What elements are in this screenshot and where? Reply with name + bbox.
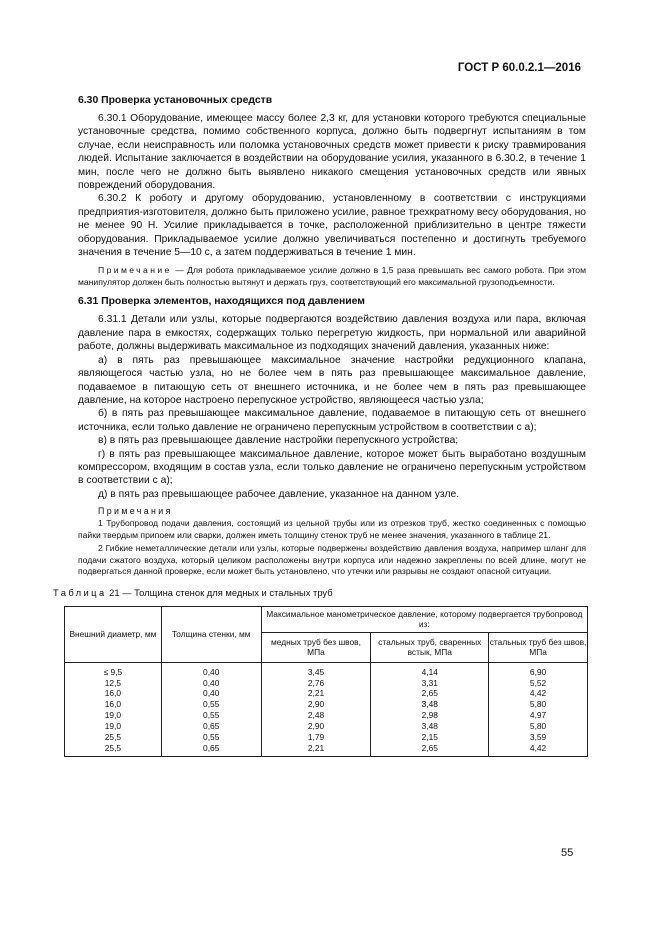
document-body bbox=[53, 95, 587, 757]
note-label: Примечание bbox=[98, 265, 172, 276]
header-max-pressure: Максимальное манометрическое давление, которому подвергается трубопровод из: bbox=[261, 606, 587, 632]
header-steel-seamless: стальных труб без швов, МПа bbox=[489, 632, 588, 662]
cell-steel-seamless: 4,42 bbox=[489, 743, 588, 756]
cell-steel-seamless: 6,90 bbox=[489, 662, 588, 677]
cell-steel-seamless: 4,42 bbox=[489, 688, 588, 699]
cell-wall-thickness: 0,40 bbox=[161, 678, 261, 689]
table-row bbox=[65, 732, 588, 743]
cell-outer-diameter: 19,0 bbox=[65, 710, 162, 721]
document-header: ГОСТ Р 60.0.2.1—2016 bbox=[457, 62, 581, 74]
cell-steel-welded: 2,98 bbox=[371, 710, 489, 721]
cell-steel-welded: 3,48 bbox=[371, 699, 489, 710]
header-outer-diameter: Внешний диаметр, мм bbox=[65, 606, 162, 662]
table-row bbox=[65, 662, 588, 677]
table-row bbox=[65, 678, 588, 689]
cell-copper: 2,90 bbox=[261, 721, 371, 732]
cell-copper: 2,48 bbox=[261, 710, 371, 721]
cell-copper: 3,45 bbox=[261, 662, 371, 677]
cell-steel-welded: 2,65 bbox=[371, 743, 489, 756]
cell-steel-seamless: 3,59 bbox=[489, 732, 588, 743]
list-item-a: а) в пять раз превышающее максимальное значение настройки редукционного клапана, являющегося частью узла, но не более чем в пять раз превышающее максимальное давление, подаваемое в питающую сеть от внешнего источника, и не более чем в пять раз превышающее давление, на которое настроено перепускное устройство, являющееся частью узла; bbox=[78, 354, 586, 406]
cell-outer-diameter: 16,0 bbox=[65, 699, 162, 710]
cell-outer-diameter: 25,5 bbox=[65, 732, 162, 743]
cell-outer-diameter: 16,0 bbox=[65, 688, 162, 699]
cell-steel-seamless: 4,97 bbox=[489, 710, 588, 721]
table-row bbox=[65, 743, 588, 756]
cell-copper: 2,76 bbox=[261, 678, 371, 689]
cell-copper: 1,79 bbox=[261, 732, 371, 743]
page-number: 55 bbox=[561, 847, 574, 859]
cell-steel-welded: 3,48 bbox=[371, 721, 489, 732]
section-title-6-31: 6.31 Проверка элементов, находящихся под давлением bbox=[78, 296, 365, 308]
note-2: 2 Гибкие неметаллические детали или узлы, которые подвержены воздействию давления воздуха, например шланг для подачи сжатого воздуха, который целиком расположены внутри корпуса или надежно закреплены по всей длине, могут не подвергаться данной проверке, если может быть установлено, что утечки или разрывы не создают опасной ситуации. bbox=[78, 543, 586, 577]
cell-outer-diameter: 12,5 bbox=[65, 678, 162, 689]
header-copper: медных труб без швов, МПа bbox=[261, 632, 371, 662]
cell-wall-thickness: 0,65 bbox=[161, 743, 261, 756]
cell-wall-thickness: 0,55 bbox=[161, 710, 261, 721]
table-row bbox=[65, 710, 588, 721]
note-1: 1 Трубопровод подачи давления, состоящий из цельной трубы или из отрезков труб, жестко соединенных с помощью пайки твердым припоем или сварки, должен иметь толщину стенок труб не менее значения, указанного в таблице 21. bbox=[78, 518, 586, 540]
paragraph-6-31-1: 6.31.1 Детали или узлы, которые подвергаются воздействию давления воздуха или пара, включая давление пара в емкостях, содержащих только перегретую жидкость, при нормальной или аварийной работе, должны выдерживать максимальное из подходящих значений давления, указанных ниже: bbox=[78, 314, 586, 353]
list-item-b: б) в пять раз превышающее максимальное давление, подаваемое в питающую сеть от внешнего источника, если только давление не ограничено перепускным устройством в соответствии с а); bbox=[78, 408, 586, 433]
cell-copper: 2,21 bbox=[261, 688, 371, 699]
note-text: — Для робота прикладываемое усилие должно в 1,5 раза превышать вес самого робота. При этом манипулятор должен быть полностью вытянут и держать груз, соответствующий его максимальной грузоподъемности. bbox=[78, 265, 586, 287]
table-row bbox=[65, 699, 588, 710]
notes-heading: Примечания bbox=[98, 506, 173, 517]
cell-steel-welded: 3,31 bbox=[371, 678, 489, 689]
note-6-30 bbox=[78, 265, 586, 288]
cell-steel-seamless: 5,52 bbox=[489, 678, 588, 689]
paragraph-6-30-1: 6.30.1 Оборудование, имеющее массу более 2,3 кг, для установки которого требуются специальные установочные средства, помимо собственного корпуса, должно быть подвергнут испытаниям в том случае, если неисправность или поломка установочных средств может привести к риску травмирования людей. Испытание заключается в воздействии на оборудование усилия, указанного в 6.30.2, в течение 1 мин, после чего не должно быть выявлено никакого смещения установочных средств или явных повреждений оборудования. bbox=[78, 113, 586, 192]
cell-outer-diameter: 25,5 bbox=[65, 743, 162, 756]
list-item-v: в) в пять раз превышающее давление настройки перепускного устройства; bbox=[98, 435, 459, 447]
cell-steel-seamless: 5,80 bbox=[489, 699, 588, 710]
header-steel-welded: стальных труб, сваренных встык, МПа bbox=[371, 632, 489, 662]
cell-steel-welded: 2,65 bbox=[371, 688, 489, 699]
table-row bbox=[65, 721, 588, 732]
table-caption: Таблица 21 — Толщина стенок для медных и стальных труб bbox=[53, 586, 333, 598]
list-item-g: г) в пять раз превышающее максимальное давление, которое может быть выработано воздушным компрессором, входящим в состав узла, если только давление не ограничено перепускным устройством в соответствии с а); bbox=[78, 448, 586, 487]
cell-outer-diameter: ≤ 9,5 bbox=[65, 662, 162, 677]
cell-copper: 2,21 bbox=[261, 743, 371, 756]
paragraph-6-30-2: 6.30.2 К роботу и другому оборудованию, установленному в соответствии с инструкциями предприятия-изготовителя, должно быть приложено усилие, равное трехкратному весу оборудования, но не менее 90 Н. Усилие прикладывается в точке, расположенной приблизительно в центре тяжести оборудования. Прикладываемое усилие должно увеличиваться постепенно и достигнуть требуемого значения в течение 5—10 с, а затем поддерживаться в течение 1 мин. bbox=[78, 193, 586, 259]
cell-steel-welded: 2,15 bbox=[371, 732, 489, 743]
cell-steel-seamless: 5,80 bbox=[489, 721, 588, 732]
cell-outer-diameter: 19,0 bbox=[65, 721, 162, 732]
cell-wall-thickness: 0,55 bbox=[161, 699, 261, 710]
cell-wall-thickness: 0,65 bbox=[161, 721, 261, 732]
cell-wall-thickness: 0,55 bbox=[161, 732, 261, 743]
cell-copper: 2,90 bbox=[261, 699, 371, 710]
cell-wall-thickness: 0,40 bbox=[161, 688, 261, 699]
section-title-6-30: 6.30 Проверка установочных средств bbox=[78, 95, 273, 106]
cell-wall-thickness: 0,40 bbox=[161, 662, 261, 677]
table-body bbox=[65, 662, 588, 756]
table-row bbox=[65, 688, 588, 699]
table-21 bbox=[64, 606, 588, 757]
header-wall-thickness: Толщина стенки, мм bbox=[161, 606, 261, 662]
cell-steel-welded: 4,14 bbox=[371, 662, 489, 677]
list-item-d: д) в пять раз превышающее рабочее давление, указанное на данном узле. bbox=[98, 488, 460, 500]
